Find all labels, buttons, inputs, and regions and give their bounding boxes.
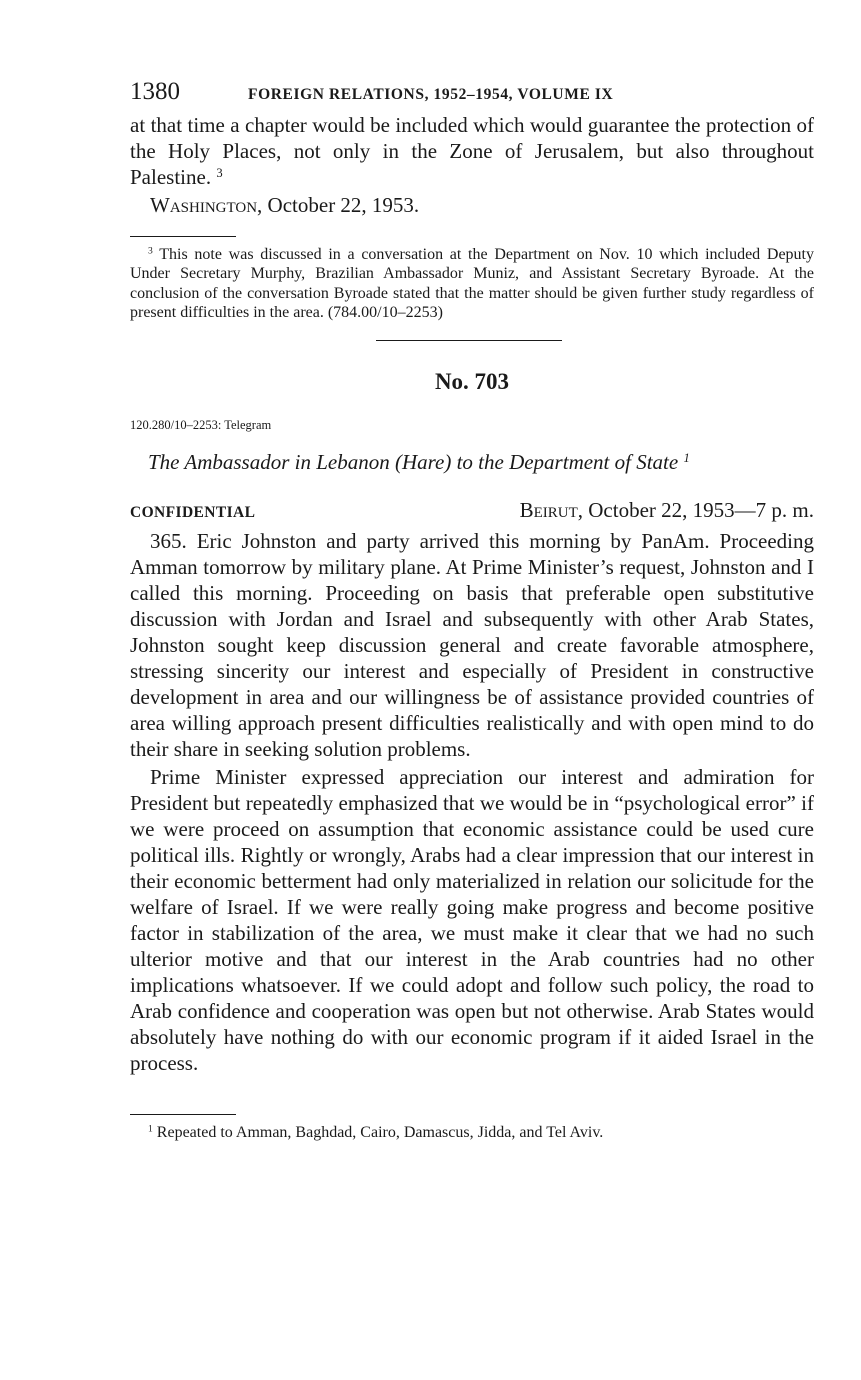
running-title: FOREIGN RELATIONS, 1952–1954, VOLUME IX [248,86,614,103]
footnote-3-text: This note was discussed in a conversation at the Department on Nov. 10 which included Deputy Under Secretary Murphy, Brazilian Ambassador Muniz, and Assistant Secretary Byroade. At the conclusion of the conversation Byroade stated that the matter should be given further study regardless of present difficulties in the area. (784.00/10–2253) [130,246,814,321]
running-head [130,78,814,112]
dateline [150,192,814,218]
document-title [148,449,814,475]
footnote-ref-3: 3 [216,166,223,181]
footnote-3-marker: 3 [148,245,153,257]
footnote-1 [130,1123,814,1142]
footnote-ref-1: 1 [683,451,690,466]
footnote-divider [130,236,236,237]
place: Beirut [519,498,578,523]
paragraph-2: Prime Minister expressed appreciation our interest and admiration for President but repeatedly emphasized that we would be in “psychological error” if we were proceed on assumption that economic assistance could be used cure political ills. Rightly or wrongly, Arabs had a clear impression that our interest in their economic betterment had only materialized in relation our solicitude for the welfare of Israel. If we were really going make progress and become positive factor in stabilization of the area, we must make it clear that we had no such ulterior motive and that our interest in the Arab countries had no other implications whatsoever. If we could adopt and follow such policy, the road to Arab confidence and cooperation was open but not otherwise. Arab States would absolutely have nothing do with our economic program if it aided Israel in the process. [130,765,814,1076]
classification-label: CONFIDENTIAL [130,504,256,522]
file-reference: 120.280/10–2253: Telegram [130,418,272,433]
footnote-1-text: Repeated to Amman, Baghdad, Cairo, Damascus, Jidda, and Tel Aviv. [156,1124,604,1142]
footnote-1-marker: 1 [148,1123,153,1135]
document-page [130,78,814,1142]
date-time: , October 22, 1953—7 p. m. [577,498,814,523]
section-divider [376,340,562,341]
dateline-place: Washington [150,193,258,217]
continuation-text: at that time a chapter would be included which would guarantee the protection of the Holy Places, not only in the Zone of Jerusalem, but also throughout Palestine. [130,113,814,189]
page-number: 1380 [130,78,180,105]
dateline-date: , October 22, 1953. [257,193,420,217]
document-number: No. 703 [434,369,510,395]
place-date [520,497,814,523]
footnote-divider-bottom [130,1114,236,1115]
classification-row [130,497,814,526]
continuation-paragraph [130,112,814,190]
paragraph-1: 365. Eric Johnston and party arrived this morning by PanAm. Proceeding Amman tomorrow by military plane. At Prime Minister’s request, Johnston and I called this morning. Proceeding on basis that preferable open substitutive discussion with Jordan and Israel and subsequently with other Arab States, Johnston sought keep discussion general and create favorable atmosphere, stressing sincerity our interest and especially of President in constructive development in area and our willingness be of assistance provided countries of area willing approach present difficulties realistically and with open mind to do their share in seeking solution problems. [130,529,814,762]
footnote-3 [130,245,814,322]
document-title-text: The Ambassador in Lebanon (Hare) to the Department of State [148,450,679,475]
